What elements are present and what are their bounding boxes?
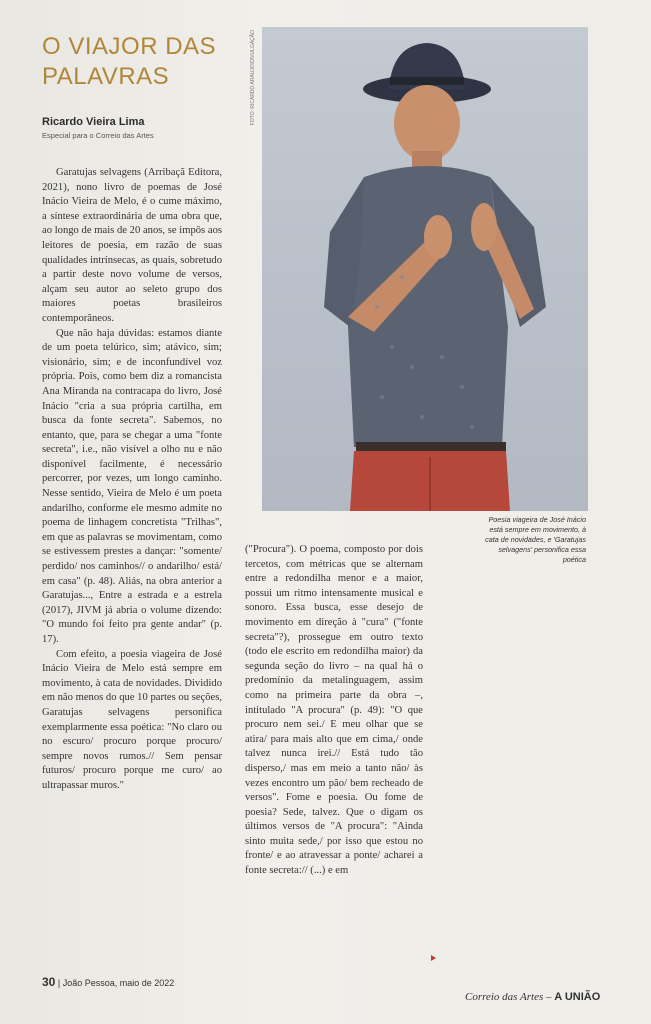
poet-illustration: [262, 27, 588, 511]
photo-caption: Poesia viageira de José Inácio está sempre em movimento, à cata de novidades, e 'Garatujas selvagens' personifica essa poética: [485, 515, 586, 564]
footer-dash: –: [545, 991, 552, 1003]
article-title: O VIAJOR DAS PALAVRAS: [42, 33, 217, 90]
continue-arrow-icon: [431, 955, 436, 961]
magazine-name: Correio das Artes: [465, 991, 544, 1003]
poet-photo: [262, 27, 588, 511]
page-footer-left: [42, 975, 174, 989]
page-footer-right: [465, 991, 600, 1003]
footer-separator: |: [57, 978, 61, 988]
paragraph: Com efeito, a poesia viageira de José Inácio Vieira de Melo está sempre em movimento, à cata de novidades. Dividido em não menos do que 10 partes ou seções, Garatujas selvagens personifica exemplarmente essa poética: "No claro ou no escuro/ procuro porque procuro/ sempre novos rumos.// Sem pensar futuros/ procuro porque me curo/ ao ultrapassar muros.": [42, 648, 222, 791]
author-subtitle: Especial para o Correio das Artes: [42, 131, 154, 140]
footer-place-date: João Pessoa, maio de 2022: [62, 978, 175, 988]
paragraph: Garatujas selvagens (Arribaçã Editora, 2021), nono livro de poemas de José Inácio Vieira de Melo, é o cume máximo, a síntese extraordinária de uma obra que, ao longo de mais de 20 anos, se impôs aos leitores de poesia, em razão de suas qualidades intrínsecas, as quais, sobretudo a partir deste novo volume de versos, alçam seu autor ao seleto grupo dos maiores poetas brasileiros contemporâneos.: [42, 167, 222, 324]
text-column-left: [42, 166, 222, 794]
page-number: 30: [42, 975, 56, 989]
newspaper-name: A UNIÃO: [554, 991, 601, 1003]
paragraph: ("Procura"). O poema, composto por dois tercetos, com métricas que se alternam entre a redondilha menor e a maior, possui um ritmo intensamente musical e sonoro. Essa busca, esse desejo de movimento em direção à "cura" ("fonte secreta"?), prossegue em outro texto (todo ele escrito em redondilha maior) da segunda seção do livro – na qual há o predomínio da metalinguagem, assim como na primeira parte da obra –, intitulado "A procura" (p. 49): "O que procuro nem sei./ E meu olhar que se atira/ para mais alto que em cima,/ onde talvez nunca irei.// Está tudo tão disperso,/ mas em meio a tanto não/ às vezes encontro um pão/ bem recheado de versos". Fome e poesia. Ou fome de poesia? Sede, talvez. Que o digam os últimos versos de "A procura": "Ainda sinto muita sede,/ por isso que estou no fronte/ e ao atravessar a ponte/ acharei a fonte secreta:// (...) e em: [245, 544, 423, 877]
photo-credit: FOTO: RICARDO ARAUJO/DIVULGAÇÃO: [250, 30, 256, 126]
author-name: Ricardo Vieira Lima: [42, 116, 145, 128]
paragraph: Que não haja dúvidas: estamos diante de um poeta telúrico, sim; atávico, sim; visionário, sim; e de inconfundível voz própria. Pois, como bem diz a romancista Ana Miranda na contracapa do livro, José Inácio "cria a sua própria cartilha, em busca da fonte secreta". Sabemos, no entanto, que, para se chegar a uma "fonte secreta", i.e., não visível a olho nu e não disponível facilmente, é necessário percorrer, por vezes, um longo caminho. Nesse sentido, Vieira de Melo é um poeta andarilho, conforme ele mesmo admite no poema de linhagem concretista "Trilhas", em que as palavras se movimentam, como se estivessem prestes a dançar: "somente/ perdido/ nos caminhos// o andarilho/ está/ em casa" (p. 48). Aliás, na obra anterior a Garatujas..., Entre a estrada e a estrela (2017), JIVM já abria o volume dizendo: "O mundo foi feito pra gente andar" (p. 17).: [42, 327, 222, 645]
text-column-right: [245, 543, 423, 879]
